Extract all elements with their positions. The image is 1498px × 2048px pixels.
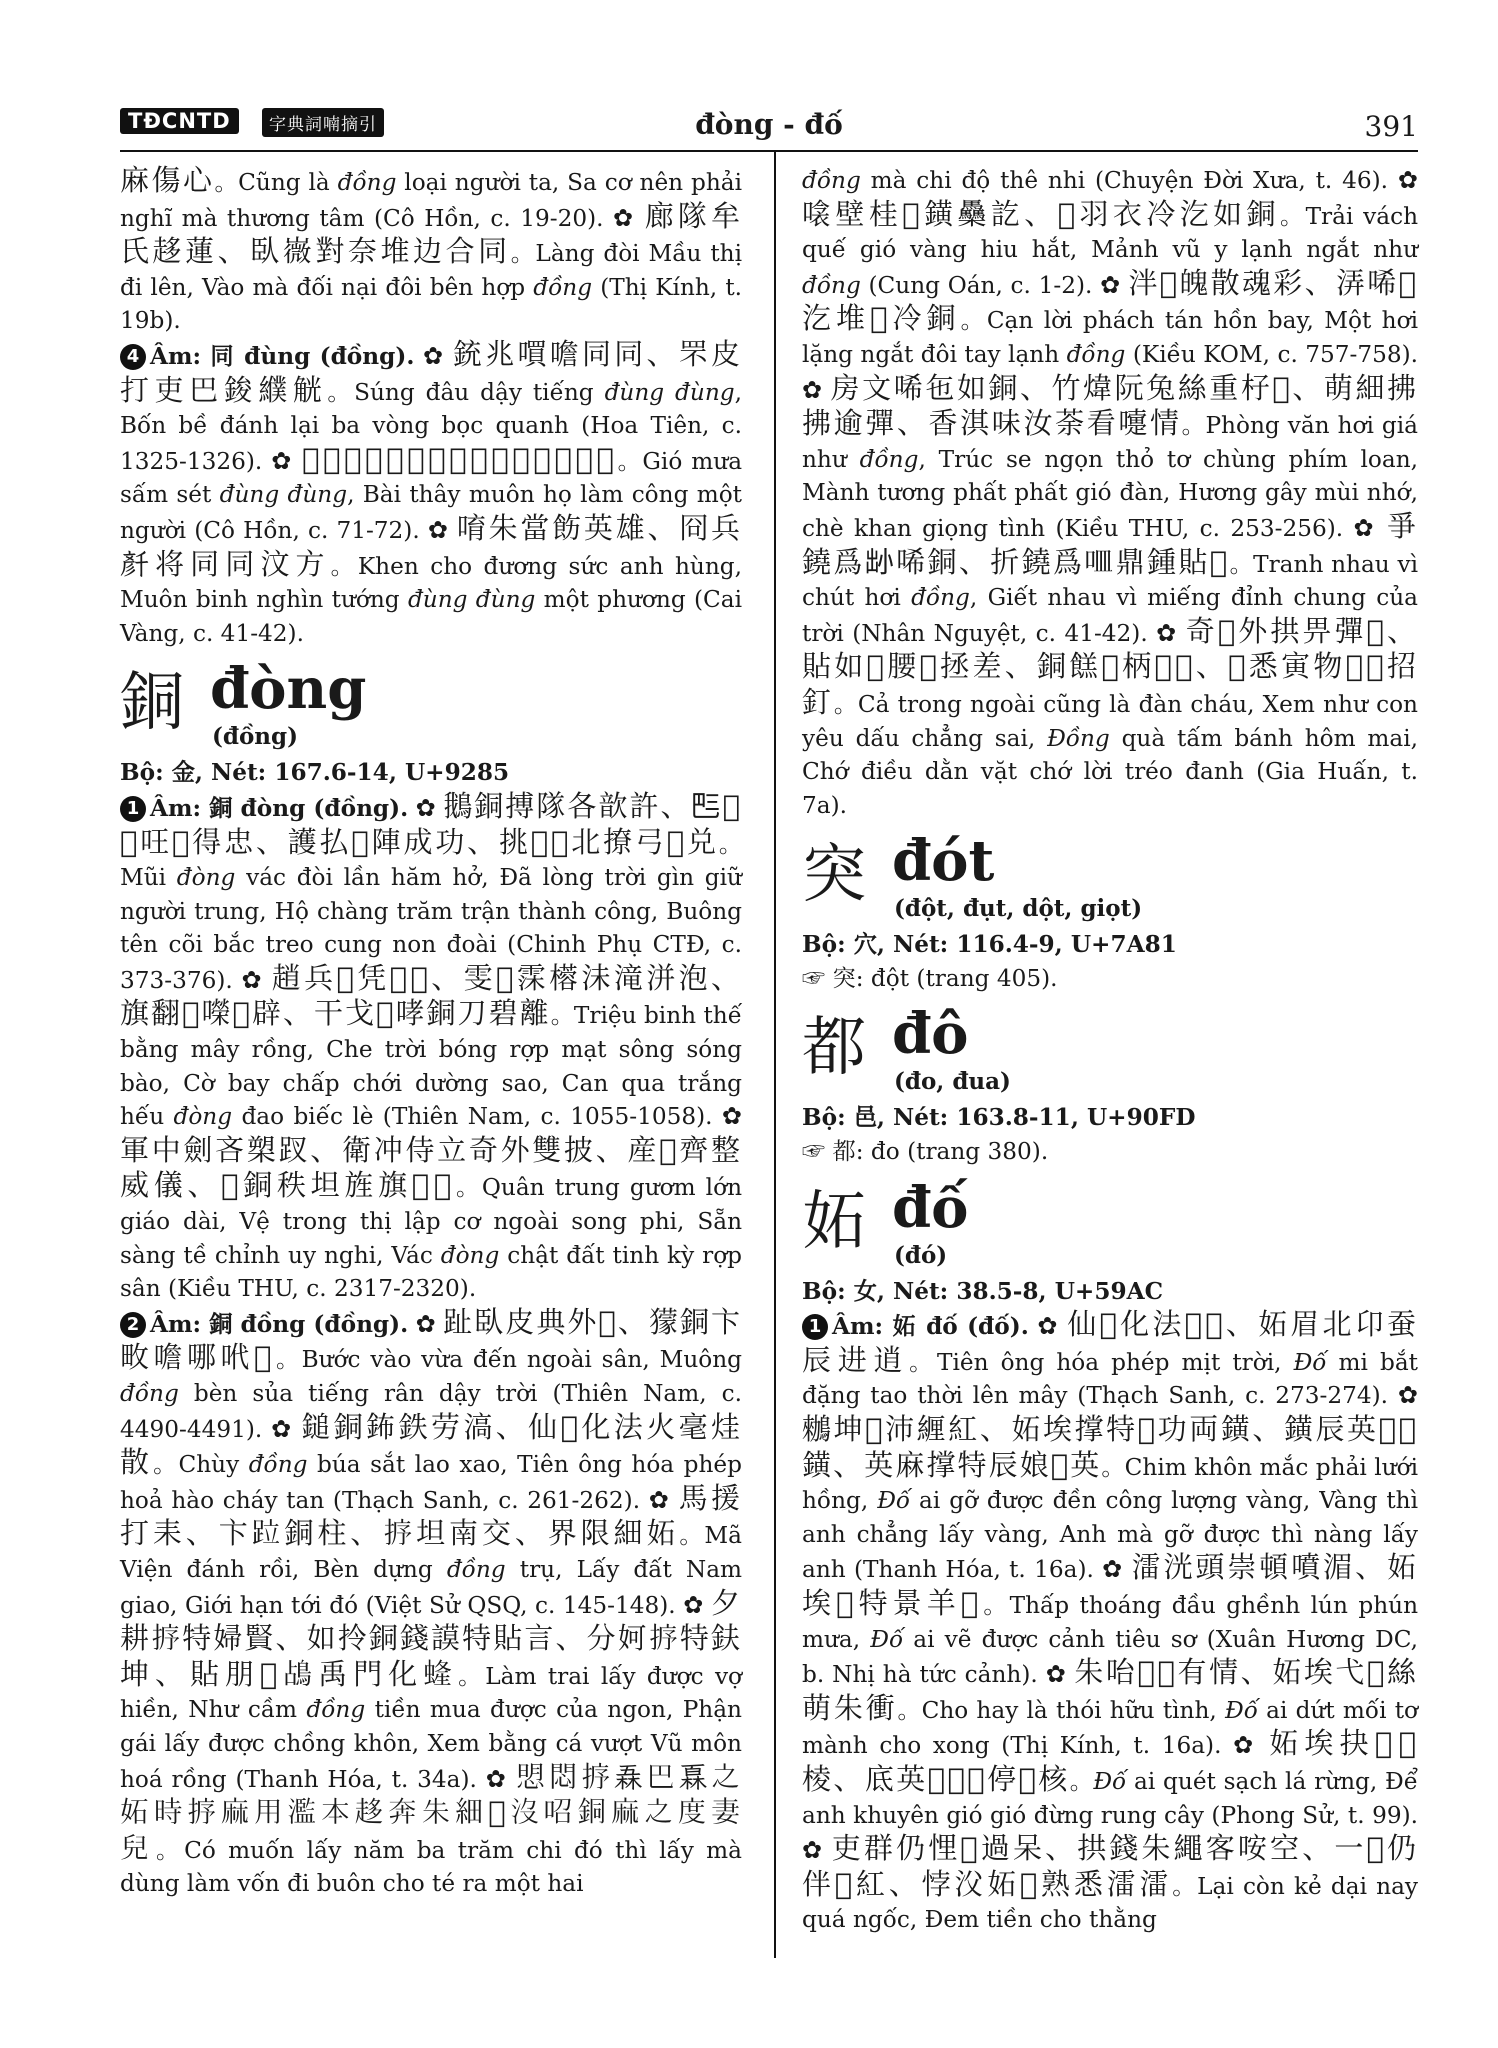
flower-icon: ✿ (415, 1309, 436, 1338)
entry-header-dong (120, 656, 742, 756)
sense-1-paragraph: 1 Âm: 銅 đòng (đồng). ✿ 鵝銅搏隊各歆許、𠀧𢆥𡗶㕵𢧚得忠、護払𡓇陣成功、挑𣚵𠡚北撩弓𡛔兑。Mũi đòng vác đòi lần hăm hở, Đã lòng trời gìn giữ người trung, Hộ chàng trăm trận thành công, Buông tên cõi bắc treo cung non đoài (Chinh Phụ CTĐ, c. 373-376). ✿ 趙兵𢾿凭𨘱𧍰、雯𡗶霂㯴沬滝洴泡、旗翻𤉜㘇𧰾辟、干戈𣌝哮銅刀碧離。Triệu binh thế bằng mây rồng, Che trời bóng rợp mạt sông sóng bào, Cờ bay chấp chới dường sao, Can qua trắng hếu đòng đao biếc lè (Thiên Nam, c. 1055-1058). ✿ 軍中劍吝槊䟕、衛冲侍立奇外雙披、産𤗆齊整威儀、𢹣銅秩坦旌旗𣘛𡐙。Quân trung gươm lớn giáo dài, Vệ trong thị lập cơ ngoài song phi, Sẵn sàng tề chỉnh uy nghi, Vác đòng chật đất tinh kỳ rợp sân (Kiều THU, c. 2317-2320). (120, 788, 742, 1303)
entry-headword: đố (892, 1174, 969, 1241)
entry-meta: Bộ: 女, Nét: 38.5-8, U+59AC (802, 1277, 1164, 1305)
sense-number-badge: 4 (120, 344, 146, 370)
flower-icon: ✿ (1233, 1731, 1258, 1760)
entry-han-character: 突 (802, 838, 866, 913)
flower-icon: ✿ (1045, 1660, 1067, 1689)
flower-icon: ✿ (683, 1590, 704, 1619)
sense-number-badge: 2 (120, 1312, 146, 1338)
entry-meta: Bộ: 穴, Nét: 116.4-9, U+7A81 (802, 931, 1177, 959)
page-header (120, 108, 1418, 144)
flower-icon: ✿ (427, 515, 449, 544)
entry-headword: đòng (210, 656, 367, 723)
flower-icon: ✿ (802, 375, 823, 404)
flower-icon: ✿ (1102, 1555, 1124, 1584)
sense-4-paragraph: 4 Âm: 同 đùng (đồng). ✿ 銃兆嘪噡同同、罘皮打吏巴鋑纀觥。Súng đâu dậy tiếng đùng đùng, Bốn bề đánh lại ba vòng bọc quanh (Hoa Tiên, c. 1325-1326). ✿ 𩙌淚霳雳同同、排屍閉戶夕功没𠊛。Gió mưa sấm sét đùng đùng, Bài thây muôn họ làm công một người (Cô Hồn, c. 71-72). ✿ 唷朱當飭英雄、冏兵𠦳将同同汶方。Khen cho đương sức anh hùng, Muôn binh nghìn tướng đùng đùng một phương (Cai Vàng, c. 41-42). (120, 336, 743, 647)
running-title: đòng - đố (695, 108, 843, 141)
entry-meta: Bộ: 邑, Nét: 163.8-11, U+90FD (802, 1104, 1196, 1132)
entry-han-character: 都 (802, 1011, 866, 1086)
flower-icon: ✿ (271, 446, 294, 475)
flower-icon: ✿ (1397, 166, 1418, 194)
entry-header-do (802, 1001, 1418, 1101)
entry-headword: đót (892, 828, 995, 895)
sense-label: Âm: 銅 đòng (đồng). (150, 794, 409, 822)
entry-variants: (đồng) (212, 723, 298, 751)
flower-icon: ✿ (648, 1485, 671, 1514)
sense-number-badge: 1 (802, 1314, 828, 1340)
sense-number-badge: 1 (120, 796, 146, 822)
page-number: 391 (1364, 110, 1418, 143)
sense-label: Âm: 妬 đố (đố). (832, 1313, 1029, 1341)
header-rule (120, 150, 1418, 152)
entry-variants: (đó) (894, 1241, 948, 1269)
flower-icon: ✿ (423, 341, 445, 370)
han-text: 麻傷心 (120, 163, 215, 197)
flower-icon: ✿ (1353, 513, 1377, 542)
cross-reference: ☞ 突: đột (trang 405). (802, 964, 1058, 992)
column-divider (774, 152, 776, 1958)
intro-paragraph: 麻傷心。Cũng là đồng loại người ta, Sa cơ nên phải nghĩ mà thương tâm (Cô Hồn, c. 19-20). ✿ 廊隊牟氏趍蓮、臥嶶對奈堆边合同。Làng đòi Mầu thị đi lên, Vào mà đối nại đôi bên hợp đồng (Thị Kính, t. 19b). (120, 163, 743, 335)
entry-han-character: 妬 (802, 1184, 866, 1259)
brand-han-badge: 字典詞喃摘引 (262, 108, 384, 137)
han-text: 廊隊牟氏趍蓮、臥嶶對奈堆边合同 (120, 198, 742, 269)
sense-label: Âm: 銅 đồng (đồng). (150, 1310, 409, 1338)
flower-icon: ✿ (1100, 270, 1121, 299)
flower-icon: ✿ (271, 1414, 293, 1443)
continuation-paragraph: đồng mà chi độ thê nhi (Chuyện Đời Xưa, t. 46). ✿ 𠹸壁桂𩙌鐄䯂訖、𠒥羽衣冷汔如銅。Trải vách quế gió vàng hiu hắt, Mảnh vũ y lạnh ngắt như đồng (Cung Oán, c. 1-2). ✿ 泮𡀳魄散魂彩、㳥唏𣼲汔堆𢬣冷銅。Cạn lời phách tán hồn bay, Một hơi lặng ngắt đôi tay lạnh đồng (Kiều KOM, c. 757-758). ✿ 房文唏㐌如銅、竹煒阮兔絲重杍𩀳、萌細拂拂逾彈、香淇味汝荼看嚏情。Phòng văn hơi giá như đồng, Trúc se ngọn thỏ tơ chùng phím loan, Mành tương phất phất gió đàn, Hương gây mùi nhớ, chè khan giọng tình (Kiều THU, c. 253-256). ✿ 爭鐃爲𡭧唏銅、折鐃爲𠰘鼎鍾貼𡗶。Tranh nhau vì chút hơi đồng, Giết nhau vì miếng đỉnh chung của trời (Nhân Nguyệt, c. 41-42). ✿ 奇𦹵外拱畀彈𡥙、貼如𥘷腰𤍶拯差、銅餻𦚖柄𣈕𣈖、𦒹悉寅物𦒹𡀳招釘。Cả trong ngoài cũng là đàn cháu, Xem như con yêu dấu chẳng sai, Đồng quà tấm bánh hôm mai, Chớ điều dằn vặt chớ lời tréo đanh (Gia Huấn, t. 7a). (802, 166, 1419, 819)
right-column (802, 164, 1418, 1937)
flower-icon: ✿ (802, 1836, 824, 1865)
entry-header-dot (802, 828, 1418, 928)
flower-icon: ✿ (485, 1764, 508, 1793)
sense-1-paragraph: 1 Âm: 妬 đố (đố). ✿ 仙𦓅化法𩄲𡗶、妬眉北卬蚕辰进逍。Tiên ông hóa phép mịt trời, Đố mi bắt đặng tao thời lên mây (Thạch Sanh, c. 273-274). ✿ 䳵坤𪓇沛緾紅、妬埃撑特𡊲功両鐄、鐄辰英𢭸𢭸鐄、英麻撑特辰娘𢭸英。Chim khôn mắc phải lưới hồng, Đố ai gỡ được đền công lượng vàng, Vàng thì anh chẳng lấy vàng, Anh mà gỡ được thì nàng lấy anh (Thanh Hóa, t. 16a). ✿ 㵢洸頭崇頓噴湄、妬埃𦘧特景羊𨆢。Thấp thoáng đầu ghềnh lún phún mưa, Đố ai vẽ được cảnh tiêu sơ (Xuân Hương DC, b. Nhị hà tức cảnh). ✿ 朱咍𠅜𠰉有情、妬埃弋𦀊絲萌朱衝。Cho hay là thói hữu tình, Đố ai dứt mối tơ mành cho xong (Thị Kính, t. 16a). ✿ 妬埃抉𢹣𦲾棱、底英𠹾𢬺𢬺停𣘛核。Đố ai quét sạch lá rừng, Để anh khuyên gió gió đừng rung cây (Phong Sử, t. 99). ✿ 吏群仍悝𡀡過呆、拱錢朱繩客咹空、一𥚯仍伴𩙌紅、悖㳇妬𡮣熟悉㵢㵢。Lại còn kẻ dại nay quá ngốc, Đem tiền cho thằng (802, 1307, 1419, 1934)
brand-badge: TĐCNTD (120, 108, 239, 134)
entry-variants: (đột, đụt, dột, giọt) (894, 895, 1143, 923)
entry-headword: đô (892, 1001, 969, 1068)
flower-icon: ✿ (241, 965, 264, 994)
sense-label: Âm: 同 đùng (đồng). (150, 342, 415, 370)
flower-icon: ✿ (415, 793, 436, 822)
flower-icon: ✿ (721, 1102, 742, 1131)
cross-reference: ☞ 都: đo (trang 380). (802, 1138, 1049, 1166)
entry-variants: (đo, đua) (894, 1068, 1011, 1096)
sense-2-paragraph: 2 Âm: 銅 đồng (đồng). ✿ 趾臥皮典外𡐙、獴銅卞畋噡哪𠰺𡗶。Bước vào vừa đến ngoài sân, Muông đồng bèn sủa tiếng rân dậy trời (Thiên Nam, c. 4490-4491). ✿ 鎚銅鈽鉄劳滈、仙𦓅化法火毫烓散。Chùy đồng búa sắt lao xao, Tiên ông hóa phép hoả hào cháy tan (Thạch Sanh, c. 261-262). ✿ 馬援打耒、卞𨀎銅柱、𢭸坦南交、界限細妬。Mã Viện đánh rồi, Bèn dựng đồng trụ, Lấy đất Nam giao, Giới hạn tới đó (Việt Sử QSQ, c. 145-148). ✿ 夕耕𢭸特婦賢、如拎銅錢謨特貼言、分妸𢭸特鈇坤、貼朋𠆳𪀄禹門化𧍰。Làm trai lấy được vợ hiền, Như cầm đồng tiền mua được của ngon, Phận gái lấy được chồng khôn, Xem bằng cá vượt Vũ môn hoá rồng (Thanh Hóa, t. 34a). ✿ 𢜏悶𢭸𠄻巴𤾓之妬時𢭸麻用濫本趍奔朱細𠺵沒𠰉銅麻之度妻兒。Có muốn lấy năm ba trăm chi đó thì lấy mà dùng làm vốn đi buôn cho té ra một hai (120, 1304, 743, 1898)
flower-icon: ✿ (1037, 1312, 1059, 1341)
flower-icon: ✿ (1156, 618, 1178, 647)
flower-icon: ✿ (613, 203, 636, 232)
entry-meta: Bộ: 金, Nét: 167.6-14, U+9285 (120, 759, 510, 787)
entry-header-do2 (802, 1174, 1418, 1275)
left-column (120, 164, 742, 1901)
flower-icon: ✿ (1397, 1381, 1419, 1410)
entry-han-character: 銅 (120, 666, 184, 741)
